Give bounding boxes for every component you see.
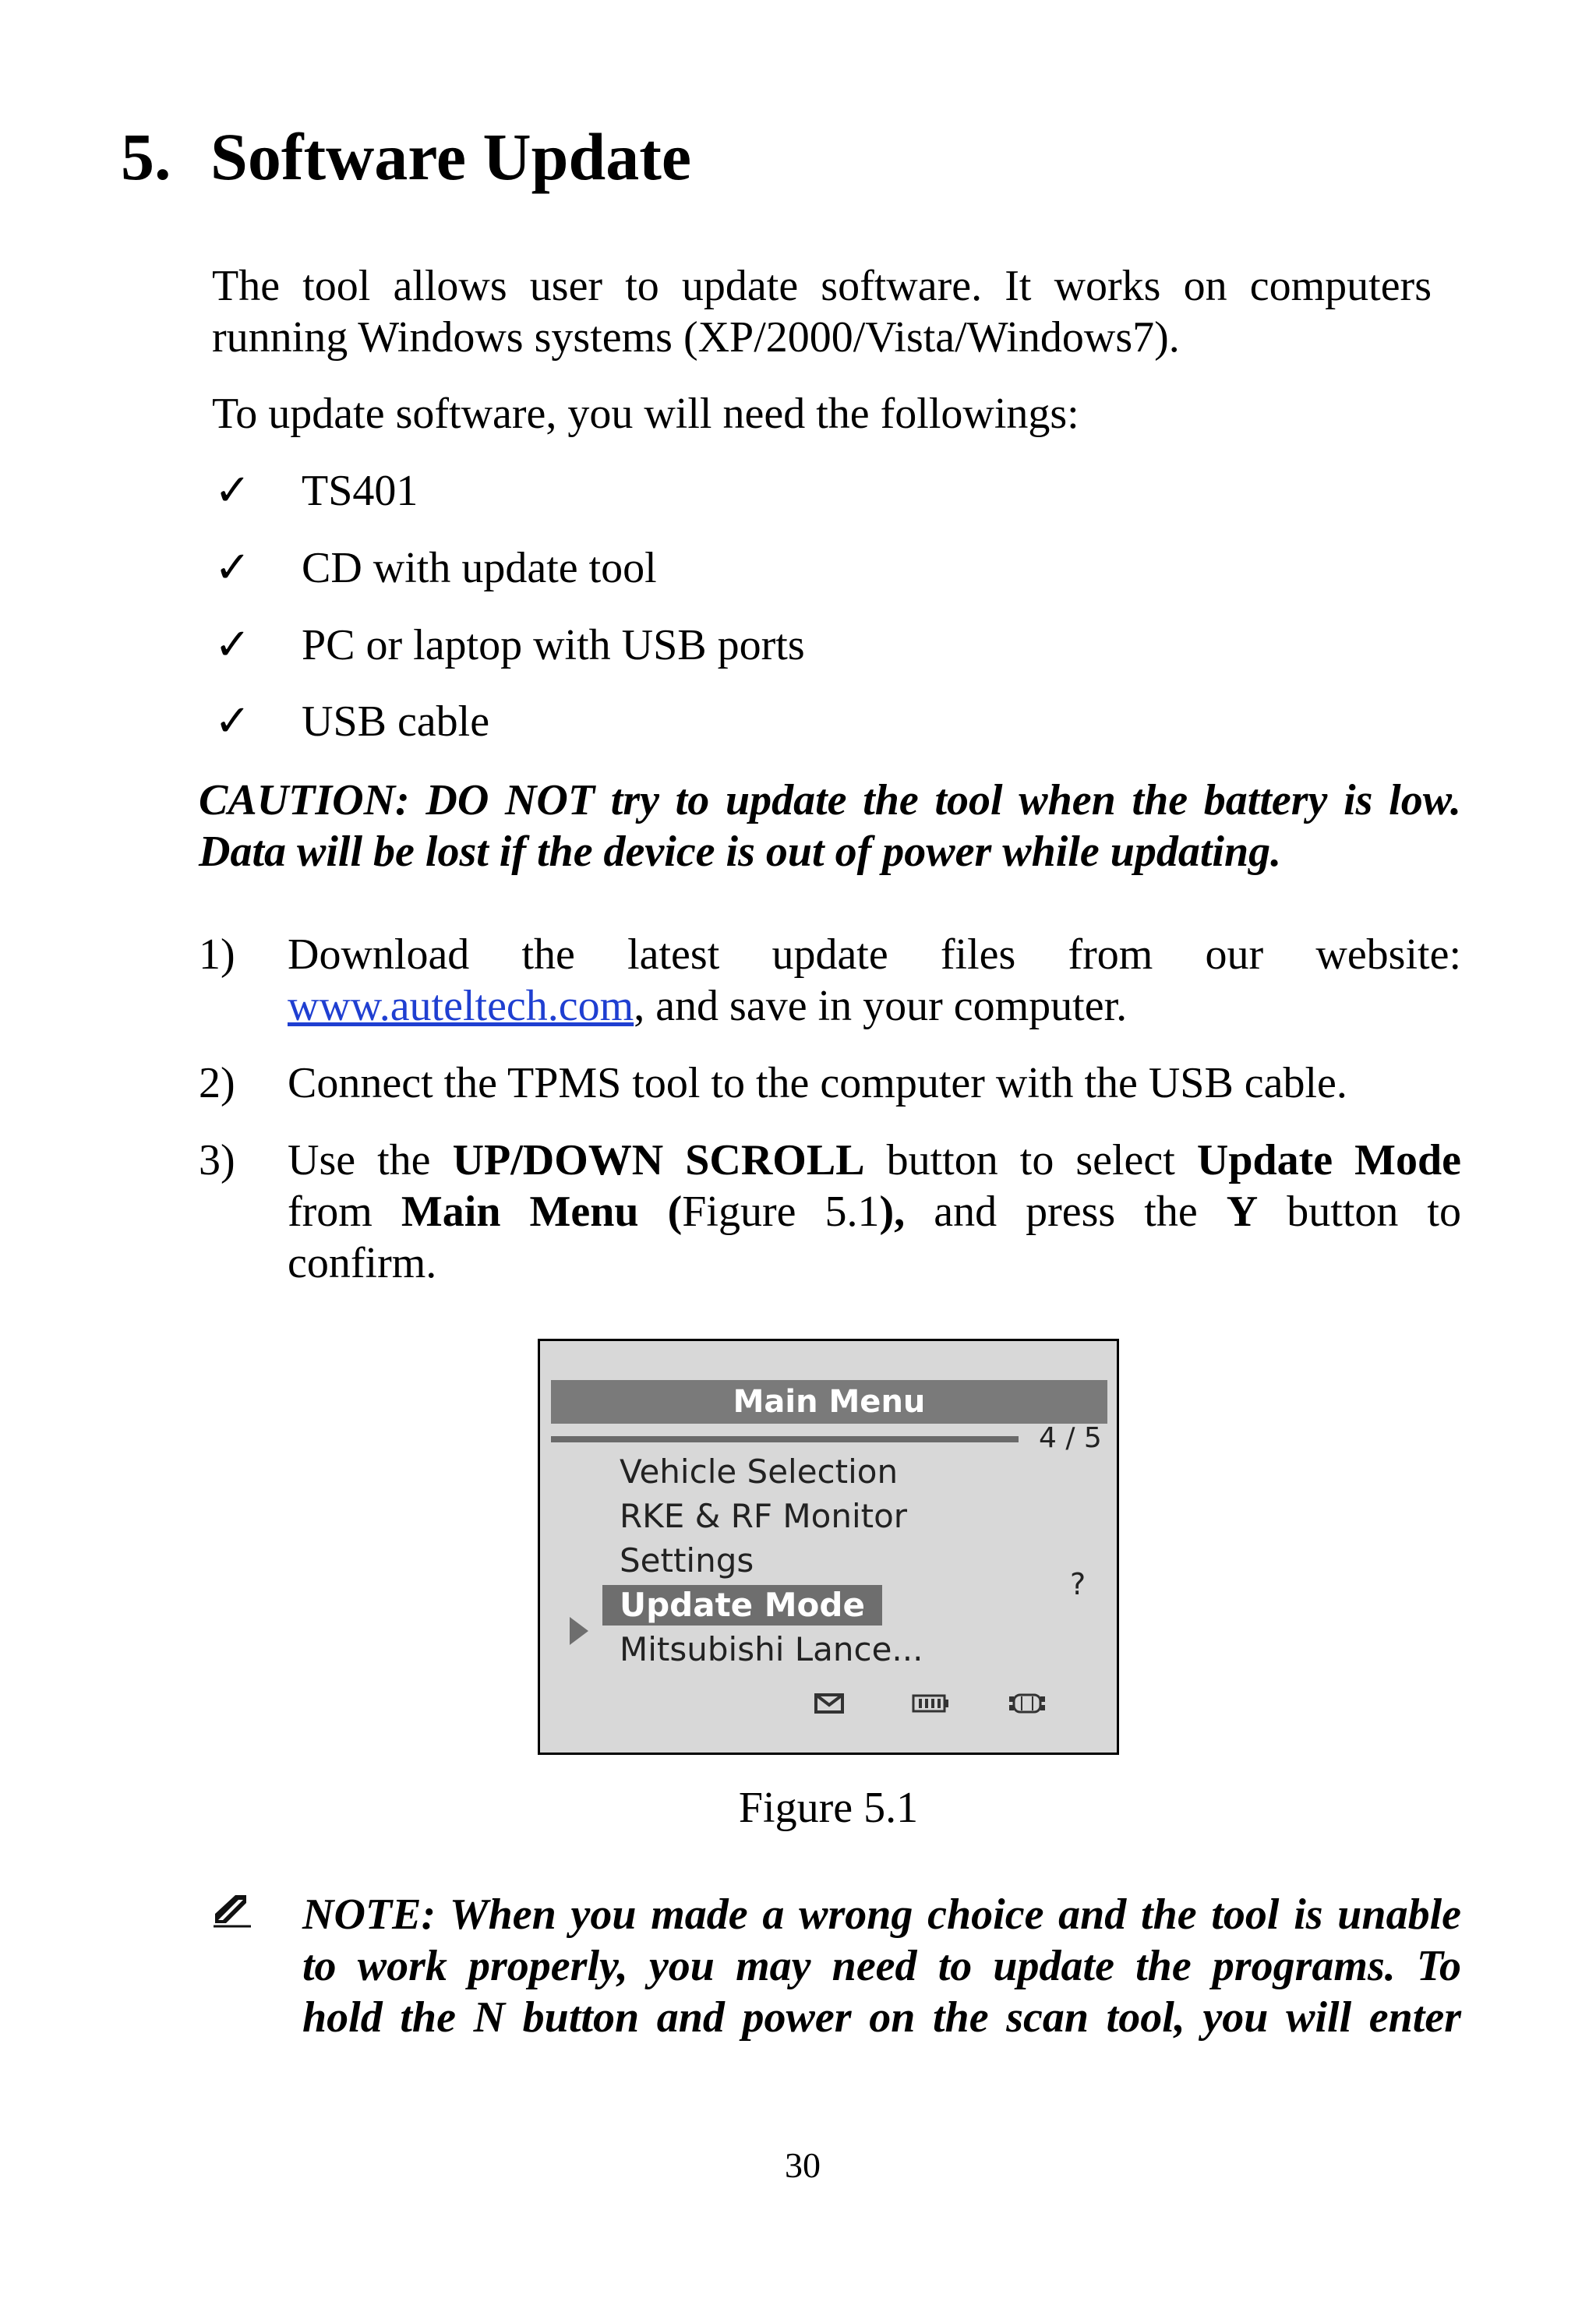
checkmark-icon: ✓ [214,467,251,515]
step-3-bold-main-menu: Main Menu [401,1188,639,1236]
selection-arrow-icon [570,1617,588,1645]
caution-line-1: CAUTION: DO NOT try to update the tool when the battery is low. [199,776,1461,824]
checkmark-icon: ✓ [214,544,251,592]
device-screen-figure [538,1339,1119,1755]
note-pencil-icon [212,1892,252,1928]
step-2-text: Connect the TPMS tool to the computer with the USB cable. [288,1059,1347,1107]
screen-menu-item: Vehicle Selection [620,1453,899,1491]
list-item-label: CD with update tool [302,544,657,592]
website-link[interactable]: www.auteltech.com [288,982,634,1030]
figure-caption: Figure 5.1 [738,1784,919,1832]
step-3-paren: ), [879,1188,906,1236]
screen-progress-rule [551,1436,1019,1442]
step-3-text: and press the [905,1188,1227,1236]
section-heading [121,117,691,197]
screen-menu-item: Mitsubishi Lance... [620,1630,923,1668]
step-3-bold-y: Y [1226,1188,1259,1236]
step-3-text: button to [1258,1188,1461,1236]
step-1-line-2 [288,980,1461,1032]
caution-notice [199,775,1461,877]
note-text [302,1889,1461,2043]
checkmark-icon: ✓ [214,697,251,746]
section-number: 5. [121,119,171,194]
step-3-paren: ( [638,1188,683,1236]
help-glyph: ? [1070,1567,1086,1601]
battery-icon [912,1692,951,1715]
envelope-icon [814,1692,844,1715]
step-1 [199,929,1461,1032]
screen-menu-item: RKE & RF Monitor [620,1497,908,1535]
list-item [214,620,805,671]
list-item [214,542,657,594]
step-number: 2) [199,1059,235,1107]
page-number: 30 [785,2145,821,2185]
step-3 [199,1135,1461,1289]
step-3-text: from [288,1188,401,1236]
car-icon [1008,1692,1047,1715]
list-item-label: TS401 [302,467,418,515]
step-number: 1) [199,930,235,979]
step-3-text: button to select [864,1136,1197,1184]
step-3-line-3: confirm. [288,1239,437,1287]
step-number: 3) [199,1136,235,1184]
step-3-line-2 [288,1186,1461,1237]
step-1-line-1: Download the latest update files from our website: [288,930,1461,979]
step-3-bold-update-mode: Update Mode [1196,1136,1462,1184]
list-item-label: PC or laptop with USB ports [302,621,805,669]
caution-line-2: Data will be lost if the device is out of power while updating. [199,828,1282,876]
note-line-2: to work properly, you may need to update the programs. To [302,1942,1461,1990]
intro-need: To update software, you will need the followings: [212,390,1079,438]
step-3-text: Use the [288,1136,453,1184]
section-title: Software Update [210,119,692,194]
list-item-label: USB cable [302,697,490,746]
step-3-bold-scroll: UP/DOWN SCROLL [452,1136,865,1184]
intro-line-1: The tool allows user to update software. It works on computers [212,262,1432,310]
screen-menu-item-selected: Update Mode [602,1585,882,1626]
screen-title: Main Menu [551,1380,1107,1424]
step-3-line-1 [288,1135,1461,1186]
step-1-line-2-rest: , and save in your computer. [634,982,1128,1030]
checkmark-icon: ✓ [214,621,251,669]
list-item [214,696,489,747]
screen-menu-item: Settings [620,1541,754,1580]
list-item [214,465,418,517]
screen-page-indicator: 4 / 5 [1039,1422,1102,1454]
note-line-3: hold the N button and power on the scan tool, you will enter [302,1993,1461,2042]
intro-line-2: running Windows systems (XP/2000/Vista/Windows7). [212,313,1180,362]
note-line-1: NOTE: When you made a wrong choice and the tool is unable [302,1890,1461,1939]
step-2 [199,1057,1461,1109]
step-3-figure-ref: Figure 5.1 [682,1188,880,1236]
